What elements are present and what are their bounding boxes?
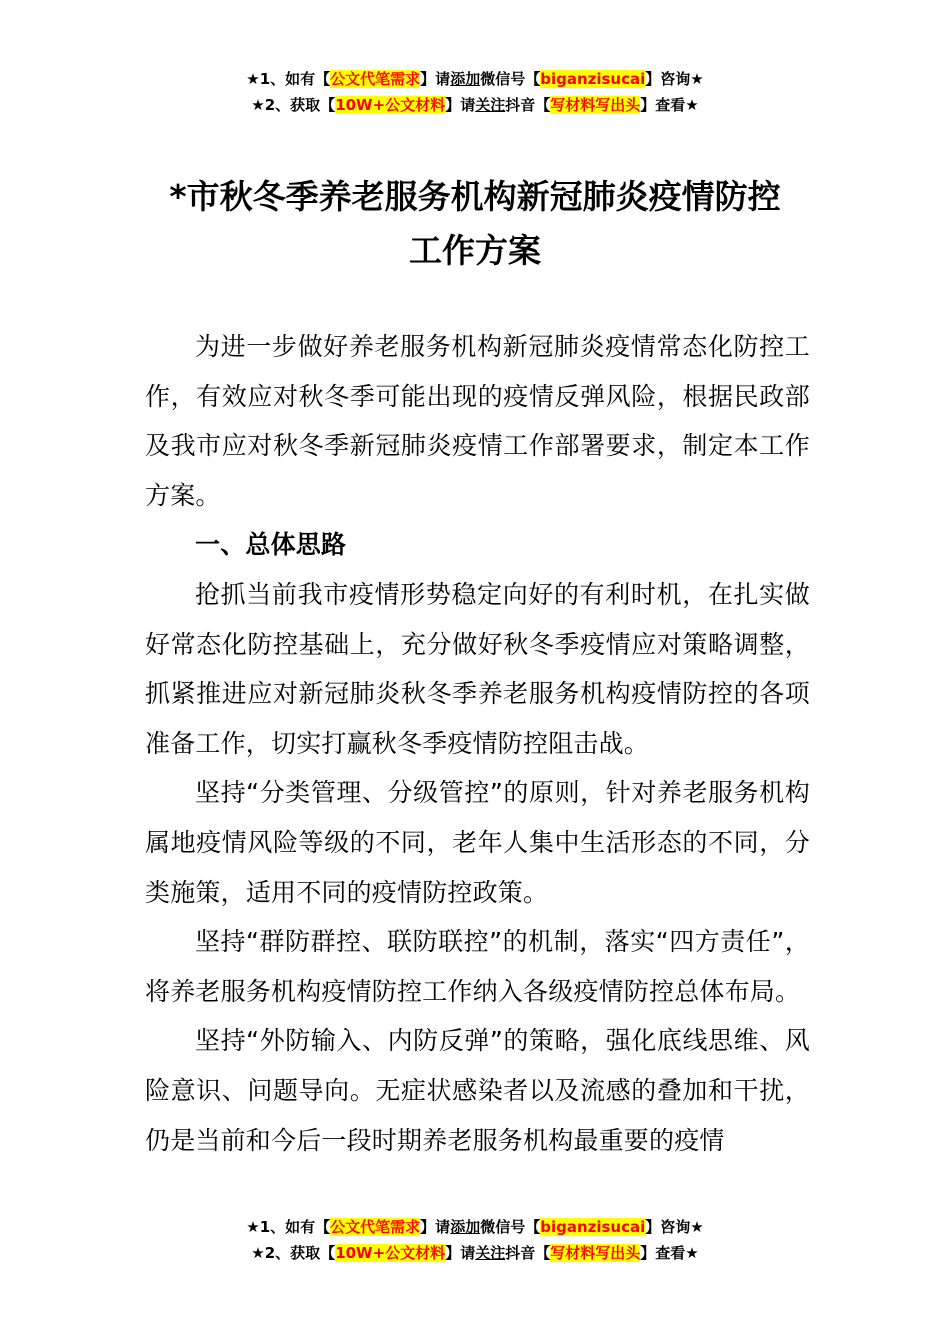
banner-highlight: 公文代笔需求 [330,70,421,88]
banner-text: 】请 [420,1218,451,1236]
banner-highlight: 写材料写出头 [550,96,641,114]
paragraph: 坚持“分类管理、分级管控”的原则，针对养老服务机构属地疫情风险等级的不同，老年人集中生活形态的不同，分类施策，适用不同的疫情防控政策。 [145,778,810,907]
banner-underline: 添加 [450,70,481,88]
banner-line-1 [0,1214,950,1240]
banner-text: 抖音【 [505,96,551,114]
banner-highlight: 写材料写出头 [550,1244,641,1262]
section-heading: 一、总体思路 [195,530,347,560]
banner-highlight: biganzisucai [540,70,646,88]
banner-text: 】咨询★ [645,70,704,88]
paragraph: 坚持“外防输入、内防反弹”的策略，强化底线思维、风险意识、问题导向。无症状感染者以及流感的叠加和干扰，仍是当前和今后一段时期养老服务机构最重要的疫情 [145,1026,810,1155]
banner-underline: 关注 [475,96,506,114]
paragraph: 坚持“群防群控、联防联控”的机制，落实“四方责任”，将养老服务机构疫情防控工作纳入各级疫情防控总体布局。 [145,927,810,1006]
banner-underline: 关注 [475,1244,506,1262]
banner-text: 】请 [420,70,451,88]
banner-highlight: biganzisucai [540,1218,646,1236]
banner-line-1 [0,66,950,92]
title-line-2: 工作方案 [409,231,541,270]
header-banner [0,66,950,118]
document-body [145,322,810,1165]
banner-text: 】查看★ [640,96,699,114]
banner-text: ★1、如有【 [246,1218,331,1236]
document-title [100,170,850,278]
footer-banner [0,1214,950,1266]
banner-text: 微信号【 [480,70,541,88]
banner-text: 】查看★ [640,1244,699,1262]
banner-highlight: 10W+公文材料 [335,96,446,114]
banner-text: ★2、获取【 [251,1244,336,1262]
paragraph: 为进一步做好养老服务机构新冠肺炎疫情常态化防控工作，有效应对秋冬季可能出现的疫情反弹风险，根据民政部及我市应对秋冬季新冠肺炎疫情工作部署要求，制定本工作方案。 [145,332,810,510]
title-line-1: *市秋冬季养老服务机构新冠肺炎疫情防控 [169,177,781,216]
banner-line-2 [0,92,950,118]
banner-text: 】咨询★ [645,1218,704,1236]
banner-text: 抖音【 [505,1244,551,1262]
banner-text: ★1、如有【 [246,70,331,88]
banner-underline: 添加 [450,1218,481,1236]
banner-text: ★2、获取【 [251,96,336,114]
banner-highlight: 10W+公文材料 [335,1244,446,1262]
banner-line-2 [0,1240,950,1266]
paragraph: 抢抓当前我市疫情形势稳定向好的有利时机，在扎实做好常态化防控基础上，充分做好秋冬季疫情应对策略调整，抓紧推进应对新冠肺炎秋冬季养老服务机构疫情防控的各项准备工作，切实打赢秋冬季疫情防控阻击战。 [145,579,810,758]
banner-highlight: 公文代笔需求 [330,1218,421,1236]
banner-text: 微信号【 [480,1218,541,1236]
banner-text: 】请 [445,1244,476,1262]
banner-text: 】请 [445,96,476,114]
